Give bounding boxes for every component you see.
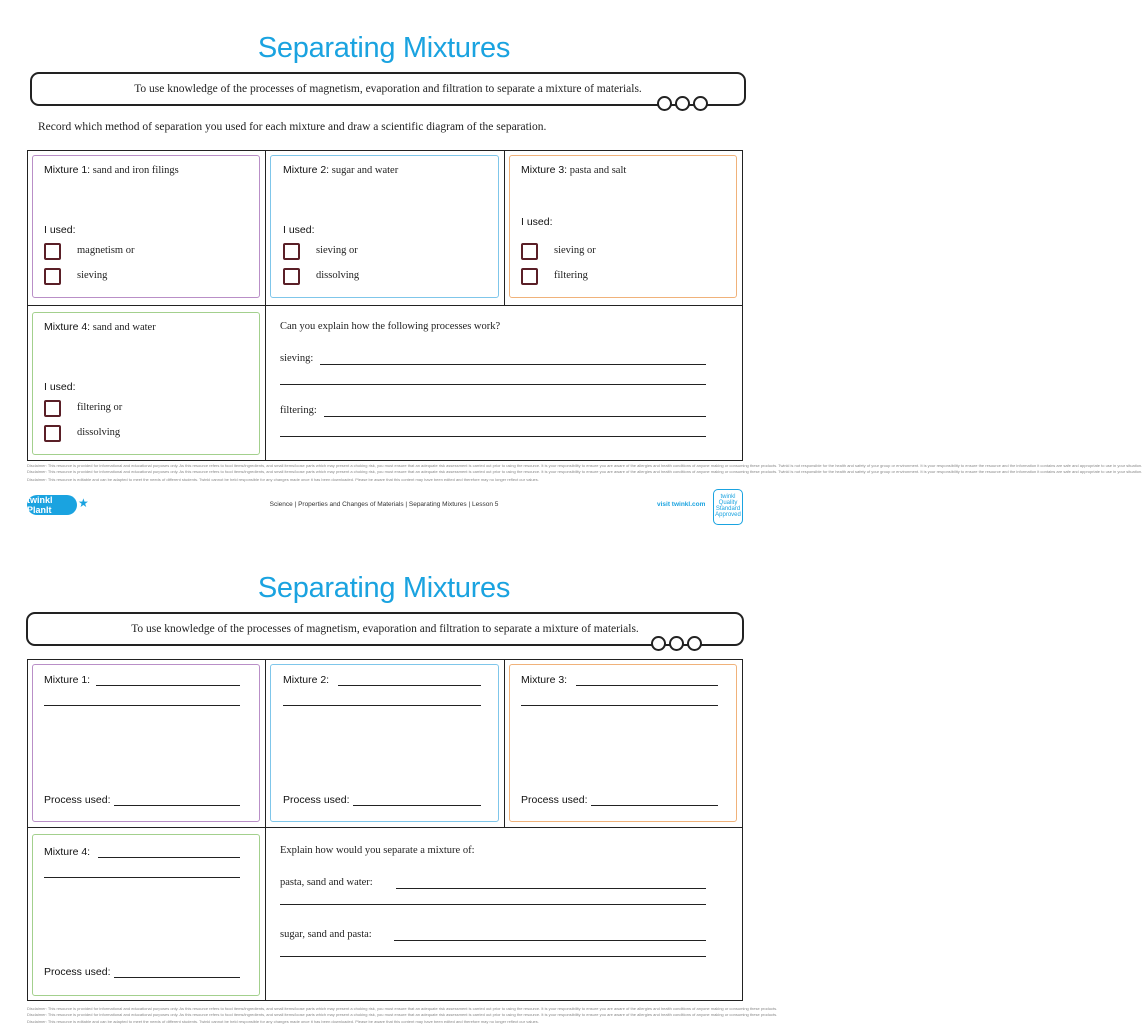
p2-mixture-2-process-line[interactable] [353, 805, 481, 806]
filtering-answer-line-1[interactable] [324, 416, 706, 417]
mixture-4-option-2-checkbox[interactable] [44, 425, 61, 442]
p2-item-2-line-2[interactable] [280, 956, 706, 957]
p2-mixture-2-process-label: Process used: [283, 794, 350, 806]
page-2-objective-text: To use knowledge of the processes of magnetism, evaporation and filtration to separate a mixture of materials. [131, 623, 639, 635]
mixture-3-heading: Mixture 3: pasta and salt [521, 164, 627, 176]
p2-disclaimer-1b: Disclaimer: This resource is provided for informational and educational purposes only. As this resource refers to food items/ingredients, and small items/loose parts which may present a choking risk, you must ensure that an adequate risk assessment is carried out prior to using the resource. It is your responsibility to ensure you are aware of the allergies and health conditions of anyone making or consuming these products. [27, 1012, 778, 1017]
instruction-text: Record which method of separation you used for each mixture and draw a scientific diagram of the separation. [38, 121, 547, 133]
p2-item-1-line-2[interactable] [280, 904, 706, 905]
p2-mixture-1-answer-line[interactable] [96, 685, 240, 686]
mixture-1-heading: Mixture 1: sand and iron filings [44, 164, 179, 176]
mixture-4-option-2-label: dissolving [77, 427, 121, 438]
p2-mixture-4-process-line[interactable] [114, 977, 240, 978]
disclaimer-1b: Disclaimer: This resource is provided for informational and educational purposes only. As this resource refers to food items/ingredients, and small items/loose parts which may present a choking risk, you must ensure that an adequate risk assessment is carried out prior to using the resource. It is your responsibility to ensure you are aware of the allergies and health conditions of anyone making or consuming these products. Twinkl is not responsible for the health and safety of your group or environment. It is your responsibility to ensure the resource and the information it contains are safe and appropriate to use in your situation. [27, 469, 1142, 474]
sieving-answer-line-2[interactable] [280, 384, 706, 385]
p2-item-1-line-1[interactable] [396, 888, 706, 889]
p2-mixture-3-label: Mixture 3: [521, 674, 568, 686]
p2-disclaimer-2: Disclaimer: This resource is editable and can be adapted to meet the needs of different students. Twinkl cannot be held responsible for any changes made once it has been downloaded. Please be aware that this content may have been edited and therefore may no longer reflect our values. [27, 1019, 539, 1024]
sieving-label: sieving: [280, 353, 314, 364]
mixture-1-option-2-checkbox[interactable] [44, 268, 61, 285]
mixture-3-used-label: I used: [521, 216, 553, 228]
twinkl-planit-logo: twinkl PlanIt [27, 495, 77, 515]
mixture-4-used-label: I used: [44, 381, 76, 393]
mixture-2-option-1-checkbox[interactable] [283, 243, 300, 260]
mixture-1-option-2-label: sieving [77, 270, 108, 281]
mixture-4-heading: Mixture 4: sand and water [44, 321, 156, 333]
mixture-2-used-label: I used: [283, 224, 315, 236]
page-2-chain-decoration [651, 636, 705, 651]
disclaimer-1: Disclaimer: This resource is provided for informational and educational purposes only. As this resource refers to food items/ingredients, and small items/loose parts which may present a choking risk, you must ensure that an adequate risk assessment is carried out prior to using the resource. It is your responsibility to ensure you are aware of the allergies and health conditions of anyone making or consuming these products. Twinkl is not responsible for the health and safety of your group or environment. It is your responsibility to ensure the resource and the information it contains are safe and appropriate to use in your situation. [27, 463, 1142, 468]
mixture-4-option-1-checkbox[interactable] [44, 400, 61, 417]
process-question: Can you explain how the following processes work? [280, 321, 501, 332]
p2-mixture-4-answer-line-2[interactable] [44, 877, 240, 878]
p2-mixture-2-answer-line[interactable] [338, 685, 481, 686]
footer-website-link[interactable]: visit twinkl.com [657, 501, 706, 508]
mixture-3-option-2-checkbox[interactable] [521, 268, 538, 285]
p2-mixture-4-label: Mixture 4: [44, 846, 91, 858]
p2-disclaimer-1: Disclaimer: This resource is provided for informational and educational purposes only. As this resource refers to food items/ingredients, and small items/loose parts which may present a choking risk, you must ensure that an adequate risk assessment is carried out prior to using the resource. It is your responsibility to ensure you are aware of the allergies and health conditions of anyone making or consuming these products. [27, 1006, 778, 1011]
footer-breadcrumb: Science | Properties and Changes of Materials | Separating Mixtures | Lesson 5 [269, 501, 499, 508]
mixture-2-option-1-label: sieving or [316, 245, 358, 256]
page-title: Separating Mixtures [257, 32, 511, 64]
p2-mixture-2-label: Mixture 2: [283, 674, 330, 686]
mixture-2-option-2-label: dissolving [316, 270, 360, 281]
mixture-3-option-1-label: sieving or [554, 245, 596, 256]
p2-mixture-3-process-line[interactable] [591, 805, 718, 806]
p2-mixture-2-answer-line-2[interactable] [283, 705, 481, 706]
mixture-4-option-1-label: filtering or [77, 402, 123, 413]
disclaimer-2: Disclaimer: This resource is editable and can be adapted to meet the needs of different students. Twinkl cannot be held responsible for any changes made once it has been downloaded. Please be aware that this content may have been edited and therefore may no longer reflect our values. [27, 477, 539, 482]
learning-objective [30, 72, 746, 106]
mixture-2-heading: Mixture 2: sugar and water [283, 164, 399, 176]
p2-item-1-label: pasta, sand and water: [280, 877, 373, 888]
mixture-1-option-1-label: magnetism or [77, 245, 135, 256]
objective-text: To use knowledge of the processes of magnetism, evaporation and filtration to separate a mixture of materials. [134, 83, 642, 95]
p2-mixture-1-answer-line-2[interactable] [44, 705, 240, 706]
filtering-answer-line-2[interactable] [280, 436, 706, 437]
p2-mixture-4-answer-line[interactable] [98, 857, 240, 858]
p2-mixture-3-answer-line-2[interactable] [521, 705, 718, 706]
mixture-3-option-2-label: filtering [554, 270, 588, 281]
p2-mixture-4-process-label: Process used: [44, 966, 111, 978]
sieving-answer-line-1[interactable] [320, 364, 706, 365]
quality-badge: twinkl Quality Standard Approved [713, 489, 743, 525]
p2-item-2-line-1[interactable] [394, 940, 706, 941]
filtering-label: filtering: [280, 405, 317, 416]
mixture-2-option-2-checkbox[interactable] [283, 268, 300, 285]
page-2-learning-objective [26, 612, 744, 646]
chain-decoration [657, 96, 711, 111]
p2-mixture-1-process-label: Process used: [44, 794, 111, 806]
p2-mixture-1-process-line[interactable] [114, 805, 240, 806]
p2-question: Explain how would you separate a mixture of: [280, 845, 475, 856]
p2-mixture-1-label: Mixture 1: [44, 674, 91, 686]
mixture-3-option-1-checkbox[interactable] [521, 243, 538, 260]
page-2-title: Separating Mixtures [257, 572, 511, 604]
p2-mixture-3-answer-line[interactable] [576, 685, 718, 686]
p2-item-2-label: sugar, sand and pasta: [280, 929, 372, 940]
p2-mixture-3-process-label: Process used: [521, 794, 588, 806]
star-icon: ★ [78, 496, 89, 510]
mixture-1-used-label: I used: [44, 224, 76, 236]
mixture-1-option-1-checkbox[interactable] [44, 243, 61, 260]
